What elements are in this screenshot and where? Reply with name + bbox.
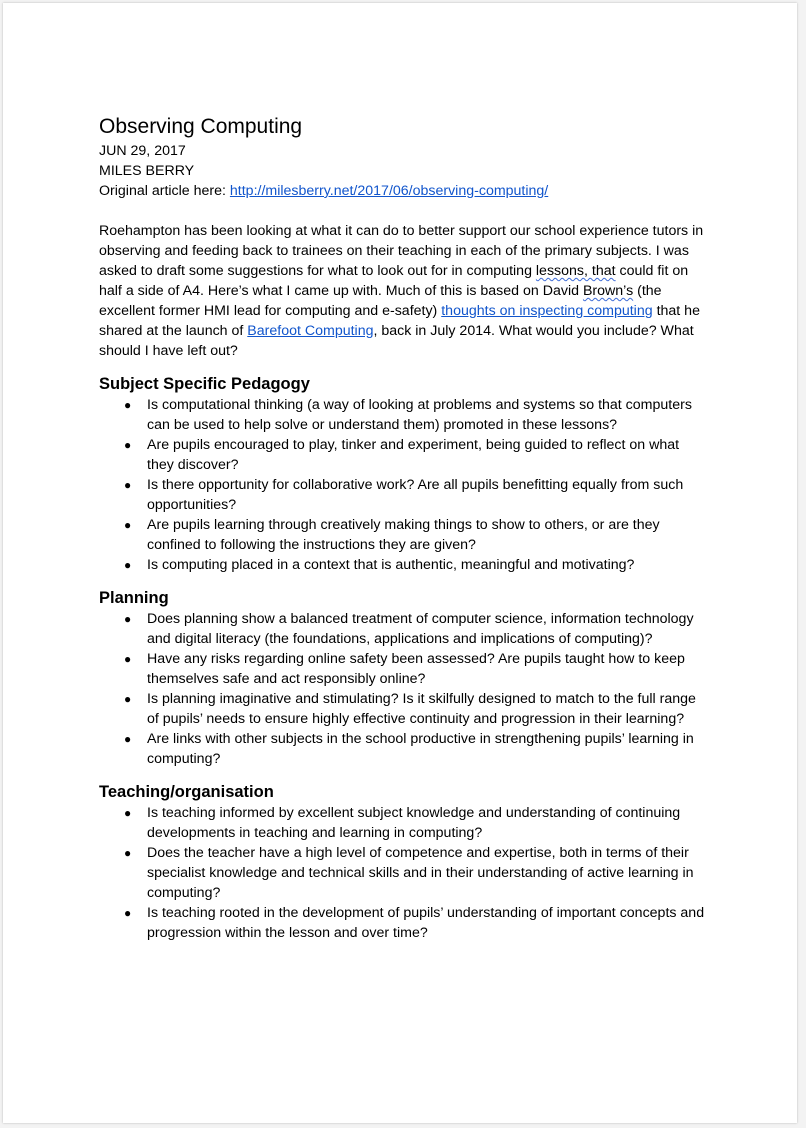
list-item — [99, 843, 705, 903]
list-item — [99, 555, 705, 575]
spellcheck-flagged-text[interactable]: lessons, that — [535, 263, 616, 279]
list-item-text: Is planning imaginative and stimulating? Is it skilfully designed to match to the full range of pupils’ needs to ensure highly effective continuity and progression in their learning? — [147, 691, 696, 727]
barefoot-computing-link[interactable]: Barefoot Computing — [247, 323, 374, 339]
list-item — [99, 729, 705, 769]
bullet-icon: ● — [124, 438, 132, 452]
section-heading: Planning — [99, 589, 169, 607]
bullet-icon: ● — [124, 398, 132, 412]
list-item-text: Is computing placed in a context that is authentic, meaningful and motivating? — [147, 557, 635, 573]
page-title: Observing Computing — [99, 115, 303, 138]
list-item-text: Are pupils encouraged to play, tinker and experiment, being guided to reflect on what they discover? — [147, 437, 680, 473]
list-item-text: Are links with other subjects in the school productive in strengthening pupils’ learning in computing? — [147, 731, 694, 767]
inspecting-computing-link[interactable]: thoughts on inspecting computing — [441, 303, 653, 319]
bullet-icon: ● — [124, 846, 132, 860]
intro-text: , back in July 2014. What would you include? What should I have left out? — [99, 323, 694, 359]
post-date: JUN 29, 2017 — [99, 143, 186, 159]
list-item-text: Does planning show a balanced treatment of computer science, information technology and digital literacy (the foundations, applications and implications of computing)? — [147, 611, 694, 647]
list-item-text: Is teaching rooted in the development of pupils’ understanding of important concepts and progression within the lesson and over time? — [147, 905, 705, 941]
document-page — [3, 3, 797, 1123]
list-item-text: Does the teacher have a high level of competence and expertise, both in terms of their specialist knowledge and technical skills and in their understanding of active learning in computing? — [147, 845, 694, 901]
bullet-icon: ● — [124, 652, 132, 666]
sections-container — [99, 373, 705, 943]
bullet-list — [99, 609, 705, 769]
list-item — [99, 515, 705, 555]
bullet-icon: ● — [124, 478, 132, 492]
original-article-link[interactable]: http://milesberry.net/2017/06/observing-computing/ — [229, 183, 549, 199]
list-item — [99, 609, 705, 649]
original-article-label: Original article here: — [99, 183, 230, 199]
intro-text: that he shared at the launch of — [99, 303, 700, 339]
bullet-icon: ● — [124, 806, 132, 820]
intro-paragraph — [99, 221, 705, 361]
list-item-text: Are pupils learning through creatively making things to show to others, or are they confined to following the instructions they are given? — [147, 517, 660, 553]
intro-text: Roehampton has been looking at what it can do to better support our school experience tutors in observing and feeding back to trainees on their teaching in each of the primary subjects. I was asked to draft some suggestions for what to look out for in computing — [99, 223, 704, 279]
intro-text: (the excellent former HMI lead for computing and e-safety) — [99, 283, 662, 319]
original-article-line — [99, 181, 705, 201]
bullet-icon: ● — [124, 906, 132, 920]
list-item-text: Is teaching informed by excellent subject knowledge and understanding of continuing developments in teaching and learning in computing? — [147, 805, 681, 841]
section-heading: Teaching/organisation — [99, 783, 274, 801]
list-item-text: Have any risks regarding online safety been assessed? Are pupils taught how to keep themselves safe and act responsibly online? — [147, 651, 685, 687]
list-item — [99, 475, 705, 515]
section-heading: Subject Specific Pedagogy — [99, 375, 310, 393]
list-item-text: Is there opportunity for collaborative work? Are all pupils benefitting equally from such opportunities? — [147, 477, 684, 513]
bullet-icon: ● — [124, 558, 132, 572]
list-item — [99, 649, 705, 689]
list-item — [99, 803, 705, 843]
list-item — [99, 395, 705, 435]
list-item — [99, 689, 705, 729]
bullet-list — [99, 803, 705, 943]
intro-text: could fit on half a side of A4. Here’s what I came up with. Much of this is based on David — [99, 263, 689, 299]
bullet-icon: ● — [124, 732, 132, 746]
spellcheck-flagged-text[interactable]: Brown’s — [582, 283, 634, 299]
bullet-list — [99, 395, 705, 575]
list-item — [99, 903, 705, 943]
document-body — [99, 113, 705, 943]
list-item — [99, 435, 705, 475]
bullet-icon: ● — [124, 518, 132, 532]
bullet-icon: ● — [124, 692, 132, 706]
bullet-icon: ● — [124, 612, 132, 626]
post-author: MILES BERRY — [99, 163, 195, 179]
list-item-text: Is computational thinking (a way of looking at problems and systems so that computers can be used to help solve or understand them) promoted in these lessons? — [147, 397, 692, 433]
